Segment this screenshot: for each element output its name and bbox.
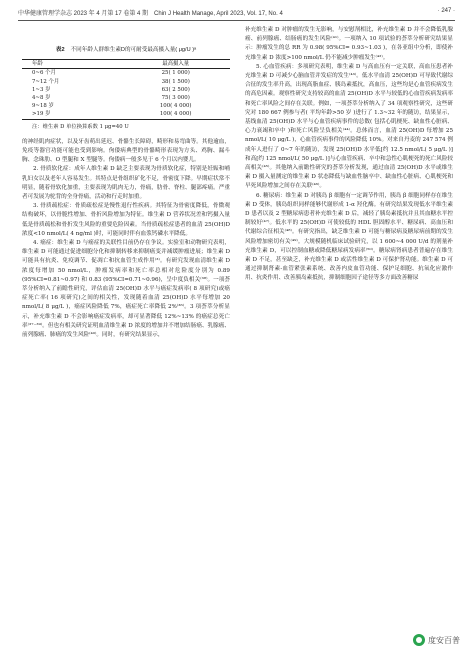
col-header-age: 年龄: [32, 61, 43, 68]
paragraph-cardiovascular: 5. 心血管疾病：多项研究表明，维生素 D 与高血压有一定关联，高血压患者补充维生素 D 可减少心脑血管并发症的发生⁽⁴³⁾。低水平血清 25(OH)D 可导致代谢综合征的发生率升高，出现高脂血症、胰岛素抵抗，高血压，这些均是心血管疾病发生的高危因素。观察性研究支持较高的血清 25(OH)D 水平与较低的心血管疾病发病率和死亡率风险之间存在关联。例如，一项荟萃分析纳入了 34 项观察性研究，这些研究对 180 667 例参与者( 平均年龄>50 岁 )进行了 1.3~32 年的随访，结果显示，基线血清 25(OH)D 水平与心血管疾病事件的总数( 包括心肌梗死、缺血性心脏病、心力衰竭和卒中 )和死亡风险呈负相关⁽⁴⁴⁾。总体而言，血清 25(OH)D 每增加 25 nmol/L( 10 μg/L )，心血管疾病事件的风险降低 10%。对来自丹麦的 247 574 例成年人进行了 0~7 年的随访，发现 25(OH)D 水平低[约 12.5 nmol/L( 5 μg/L )] 和高[约 125 nmol/L( 50 μg/L )]与心血管疾病、卒中和急性心肌梗死的死亡风险较高相关⁽⁴⁵⁾。其他纳入前瞻性研究的荟萃分析发现，通过血清 25(OH)D 水平或维生素 D 摄入量测定的维生素 D 状态降低与缺血性脑卒中、缺血性心脏病、心肌梗死和早死风险增加之间存在关联⁽⁴⁶⁾。: [245, 63, 453, 190]
cell-value: 100( 4 000): [159, 111, 192, 118]
left-column: [22, 26, 230, 340]
table-row: [22, 110, 230, 119]
table-row: [22, 94, 230, 102]
paragraph-cancer-continued: 补充维生素 D 对肿瘤的发生无影响，与安慰剂相比，补充维生素 D 并不会降低乳腺癌、前列腺癌、结肠癌的发生风险⁽⁴¹⁾。一项纳入 10 项试验的荟萃分析研究结果显示：肿瘤发生的总 RR 为 0.98( 95%CI= 0.93~1.03 )，在各亚组中分析，即使补充维生素 D 浓度>100 nmol/L 仍不能减少肿瘤发生⁽⁴²⁾。: [245, 27, 453, 61]
table-caption: [22, 46, 230, 55]
page-number: · 247 ·: [437, 8, 455, 14]
table-footnote: 注：维生素 D 单位换算系数 1 μg=40 U: [32, 123, 129, 130]
table-caption-title: 不同年龄人群维生素D的可耐受最高摄入量( μg/U )ᵃ: [70, 47, 197, 53]
paragraph-osteoporosis: 3. 骨质疏松症：骨质疏松症是慢性退行性疾病。其特征为骨密度降低，骨微观结构破坏，以骨脆性增加、骨折风险增加为特征。维生素 D 营养状况差和钙摄入量低是骨质疏松和骨折发生风险的重要危险因素。当骨质疏松症患者的血清 25(OH)D 浓度<10 nmol/L( 4 ng/ml )时，可能同时伴有血浆钙磷水平降低。: [22, 203, 230, 237]
table-row: [22, 102, 230, 110]
table-header-row: [22, 60, 230, 69]
table-row: [22, 69, 230, 78]
watermark: [410, 633, 463, 647]
paragraph-diabetes: 6. 糖尿病：维生素 D 对胰岛 β 细胞有一定调节作用，胰岛 β 细胞同样存在维生素 D 受体，胰岛组织同样能够代谢形成 1-α 羟化酶。有研究结果发现低水平维生素 D 患者以及 2 型糖尿病患者补充维生素 D 后，减轻了胰岛素抵抗并且其血糖水平控制较好⁽⁴⁷⁾。低水平的 25(OH)D 可使较低的 HDL 胆固醇水平、糖尿病、高血压和代谢综合征相关⁽⁴⁸⁾。有研究指出，缺乏维生素 D 可能与糖尿病及糖尿病前期的发生风险增加密切有关⁽⁴⁹⁾。大规模随机临床试验研究，以 1 600~4 000 U/d 的剂量补充维生素 D，可以控制血糖或降低糖尿病发病率⁽⁵⁰⁾。糖尿病肾病患者普遍存在维生素 D 不足，甚至缺乏，补充维生素 D 或活性维生素 D 可保护肾功能。维生素 D 可通过抑制肾素-血管紧张素系统、改善内皮血管功能、保护足细胞、抗氧化应激作用、抗炎作用、改善胰岛素抵抗，抑制细胞因子途径等多方面改善糖尿: [245, 192, 453, 282]
page-header: [18, 8, 455, 21]
right-column: [245, 26, 453, 284]
table-row: [22, 78, 230, 86]
paragraph-osteomalacia: 2. 骨质软化症：成年人维生素 D 缺乏主要表现为骨质软化症，特别是妊娠和哺乳妇女以及老年人容易发生。其特点是骨组织矿化不足，骨密度下降。早期症状常不明显，随着骨软化加重，主要表现为肌肉无力，骨痛，肋骨、脊柱、腿部疼痛。严重者可发展为驼背的全身骨痛，活动和行走时加重。: [22, 166, 230, 201]
paragraph-cancer: 4. 癌症：维生素 D 与癌症的关联性目前仍存在争议。实验室和动物研究表明，维生素 D 可能通过促进细胞分化和抑制转移来抑制癌变并减缓肿瘤进展；维生素 D 可能具有抗炎、免疫调节、促凋亡和抗血管生成作用⁽³⁾。有研究发现血清维生素 D 浓度每增加 50 nmol/L，肿瘤发病率和死亡率总相对危险度分别为 0.89 (95%CI=0.81~0.97) 和 0.83 (95%CI=0.71~0.96)，呈中度负相关⁽³⁸⁾。一项荟萃分析纳入了前瞻性研究，评估血清 25(OH)D 水平与癌症发病率( 8 项研究)或癌症死亡率( 16 项研究)之间的相关性，发现随着血清 25(OH)D 水平每增加 20 nmol/L( 8 μg/L )，癌症风险降低 7%，癌症死亡率降低 2%⁽³⁶⁾。3 项荟萃分析显示，补充维生素 D 不会影响癌症发病率，却可显著降低 12%~13% 的癌症总死亡率⁽³⁷⁻³⁹⁾。但也有相关研究证明血清维生素 D 浓度的增加并不增加结肠癌、乳腺癌、前列腺癌、肺癌的发生风险⁽⁴⁰⁾。同时，有研究结果显示，: [22, 240, 230, 339]
paragraph-continued: 的神经肌肉症状，以及牙齿萌出延迟、骨骼生长障碍，畸形和易弯曲等。其他逾血，免疫等器官功能可能也受到影响。佝偻病典型的骨骼畸形表现为方头、鸡胸、漏斗胸、念珠肋、O 型腿和 X 型腿等。佝偻病一般多见于 6 个月以内婴儿。: [22, 138, 230, 164]
table-caption-label: 表2: [55, 47, 65, 53]
wechat-logo-icon: [413, 634, 425, 646]
cell-value: 100( 4 000): [159, 103, 192, 110]
uls-table: [22, 59, 230, 119]
journal-citation: 中华健康管理学杂志 2023 年 4 月第 17 卷第 4 期 Chin J Health Manage, April 2023, Vol. 17, No. 4: [18, 11, 283, 17]
col-header-max-intake: 最高摄入量: [162, 61, 190, 68]
table-row: [22, 86, 230, 94]
cell-age: >19 岁: [32, 111, 51, 118]
cell-value: 63( 2 500): [161, 86, 190, 93]
cell-value: 75( 3 000): [161, 95, 190, 102]
cell-age: 0~6 个月: [32, 70, 56, 77]
cell-age: 9~18 岁: [32, 103, 54, 110]
cell-age: 4~8 岁: [32, 95, 51, 102]
table-2: [22, 46, 230, 132]
cell-value: 38( 1 500): [161, 78, 190, 85]
cell-age: 1~3 岁: [32, 86, 51, 93]
watermark-text: 度安百普: [428, 635, 460, 645]
cell-age: 7~12 个月: [32, 78, 60, 85]
cell-value: 25( 1 000): [161, 70, 190, 77]
